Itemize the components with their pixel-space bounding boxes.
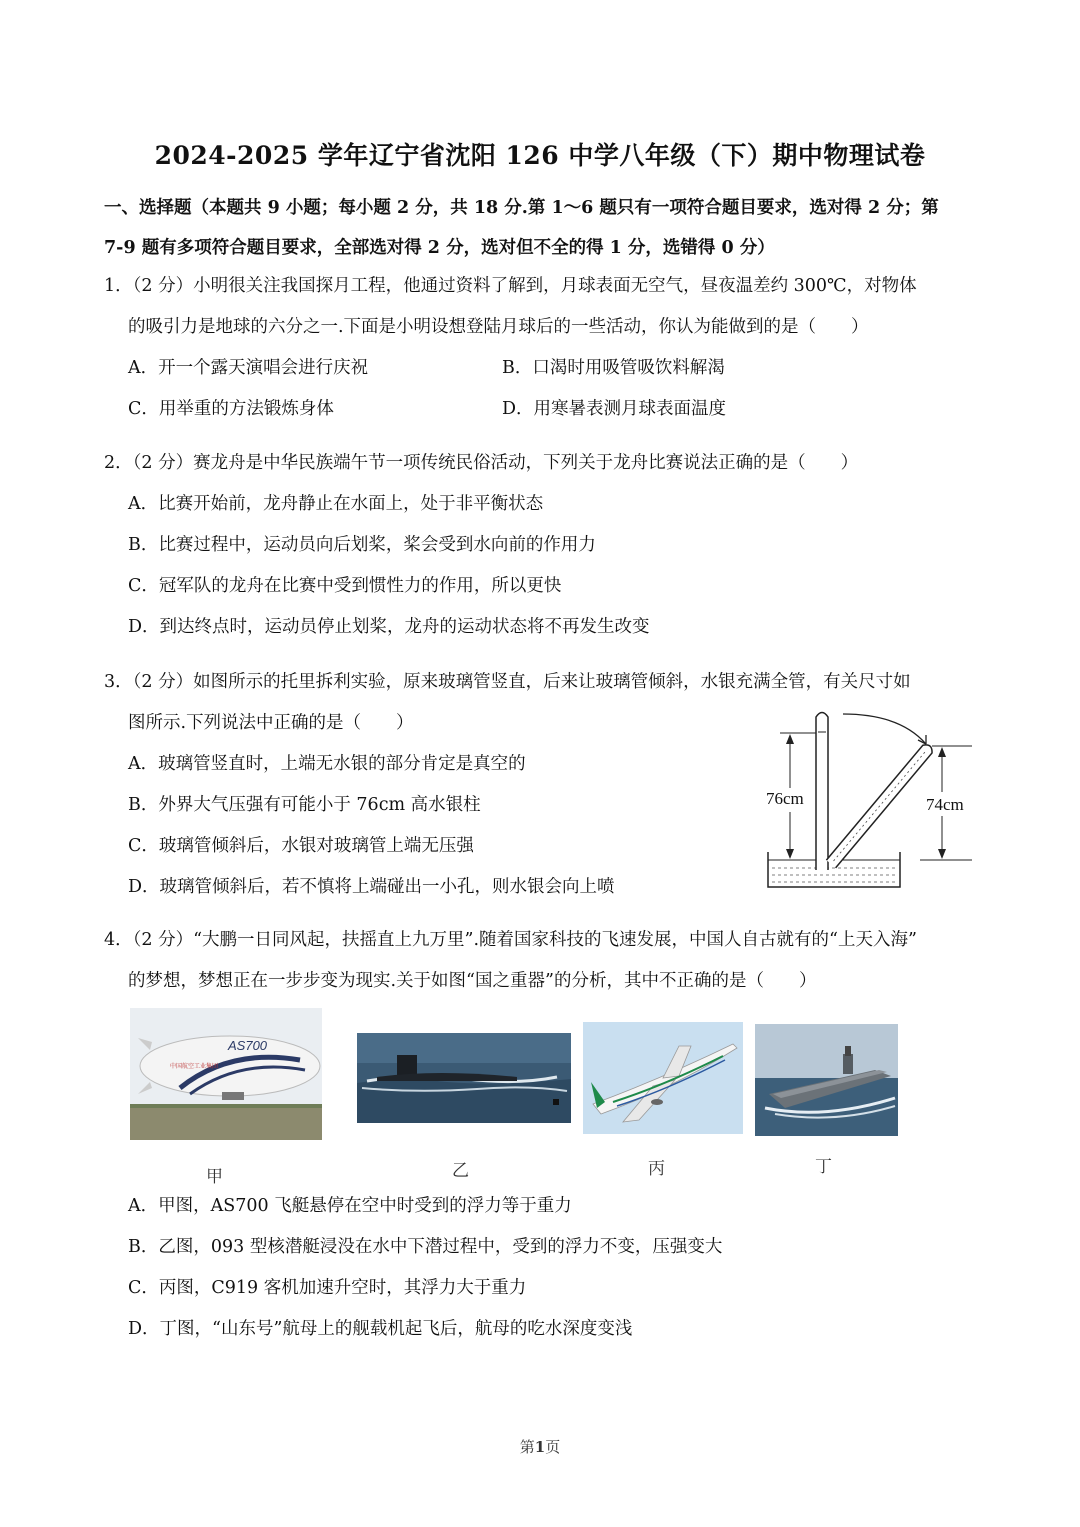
caption-ding: 丁 xyxy=(815,1157,832,1177)
question-4-option-b: B．乙图，093 型核潜艇浸没在水中下潜过程中，受到的浮力不变，压强变大 xyxy=(128,1237,723,1257)
question-3-stem-line1: 3．（2 分）如图所示的托里拆利实验，原来玻璃管竖直，后来让玻璃管倾斜，水银充满全管，有关尺寸如 xyxy=(104,672,911,692)
question-2-option-a: A．比赛开始前，龙舟静止在水面上，处于非平衡状态 xyxy=(128,494,544,514)
carrier-photo xyxy=(755,1024,898,1136)
airplane-photo xyxy=(583,1022,743,1134)
submarine-photo xyxy=(357,1033,571,1123)
question-4-stem-line1: 4．（2 分）“大鹏一日同风起，扶摇直上九万里”.随着国家科技的飞速发展，中国人自古就有的“上天入海” xyxy=(104,930,917,950)
caption-bing: 丙 xyxy=(648,1159,665,1179)
label-74cm: 74cm xyxy=(926,795,964,814)
airship-photo xyxy=(130,1008,322,1140)
question-3-option-b: B．外界大气压强有可能小于 76cm 高水银柱 xyxy=(128,795,481,815)
question-3-option-a: A．玻璃管竖直时，上端无水银的部分肯定是真空的 xyxy=(128,754,526,774)
question-4-option-a: A．甲图，AS700 飞艇悬停在空中时受到的浮力等于重力 xyxy=(128,1196,572,1216)
footer-suffix: 页 xyxy=(545,1438,561,1456)
question-1-option-d: D．用寒暑表测月球表面温度 xyxy=(502,399,727,419)
question-1-stem-line2: 的吸引力是地球的六分之一.下面是小明设想登陆月球后的一些活动，你认为能做到的是（ ） xyxy=(128,317,869,337)
caption-jia: 甲 xyxy=(206,1167,223,1187)
section-heading-line2: 7-9 题有多项符合题目要求，全部选对得 2 分，选对但不全的得 1 分，选错得 0 分） xyxy=(104,238,775,258)
question-4-stem-line2: 的梦想，梦想正在一步步变为现实.关于如图“国之重器”的分析，其中不正确的是（ ） xyxy=(128,971,817,991)
question-2-option-b: B．比赛过程中，运动员向后划桨，桨会受到水向前的作用力 xyxy=(128,535,596,555)
question-2-option-c: C．冠军队的龙舟在比赛中受到惯性力的作用，所以更快 xyxy=(128,576,562,596)
question-1-option-c: C．用举重的方法锻炼身体 xyxy=(128,399,334,419)
page-title: 2024-2025 学年辽宁省沈阳 126 中学八年级（下）期中物理试卷 xyxy=(154,141,926,170)
question-4-option-d: D．丁图，“山东号”航母上的舰载机起飞后，航母的吃水深度变浅 xyxy=(128,1319,633,1339)
question-2-option-d: D．到达终点时，运动员停止划桨，龙舟的运动状态将不再发生改变 xyxy=(128,617,650,637)
section-heading xyxy=(104,188,984,268)
footer-prefix: 第 xyxy=(519,1438,535,1456)
label-76cm: 76cm xyxy=(766,789,804,808)
question-3-option-c: C．玻璃管倾斜后，水银对玻璃管上端无压强 xyxy=(128,836,474,856)
question-1-option-a: A．开一个露天演唱会进行庆祝 xyxy=(128,358,369,378)
question-3-stem-line2: 图所示.下列说法中正确的是（ ） xyxy=(128,713,414,733)
question-4 xyxy=(104,920,984,1002)
question-3-option-d: D．玻璃管倾斜后，若不慎将上端碰出一小孔，则水银会向上喷 xyxy=(128,877,615,897)
airship-label: AS700 xyxy=(228,1038,268,1053)
question-1-stem-line1: 1．（2 分）小明很关注我国探月工程，他通过资料了解到，月球表面无空气，昼夜温差约 300℃，对物体 xyxy=(104,276,917,296)
question-1 xyxy=(104,266,984,348)
caption-yi: 乙 xyxy=(452,1161,469,1181)
question-4-option-c: C．丙图，C919 客机加速升空时，其浮力大于重力 xyxy=(128,1278,527,1298)
airship-sublabel: 中国航空工业集团 xyxy=(170,1064,219,1070)
question-2-stem-line1: 2．（2 分）赛龙舟是中华民族端午节一项传统民俗活动，下列关于龙舟比赛说法正确的是（ ） xyxy=(104,453,859,473)
question-1-option-b: B．口渴时用吸管吸饮料解渴 xyxy=(502,358,725,378)
page-number: 1 xyxy=(534,1438,546,1456)
section-heading-line1: 一、选择题（本题共 9 小题；每小题 2 分，共 18 分.第 1～6 题只有一项符合题目要求，选对得 2 分；第 xyxy=(104,198,939,218)
page-footer xyxy=(0,1436,1080,1457)
torricelli-figure xyxy=(760,700,980,895)
question-2 xyxy=(104,443,984,648)
question-4-options xyxy=(104,1186,984,1350)
